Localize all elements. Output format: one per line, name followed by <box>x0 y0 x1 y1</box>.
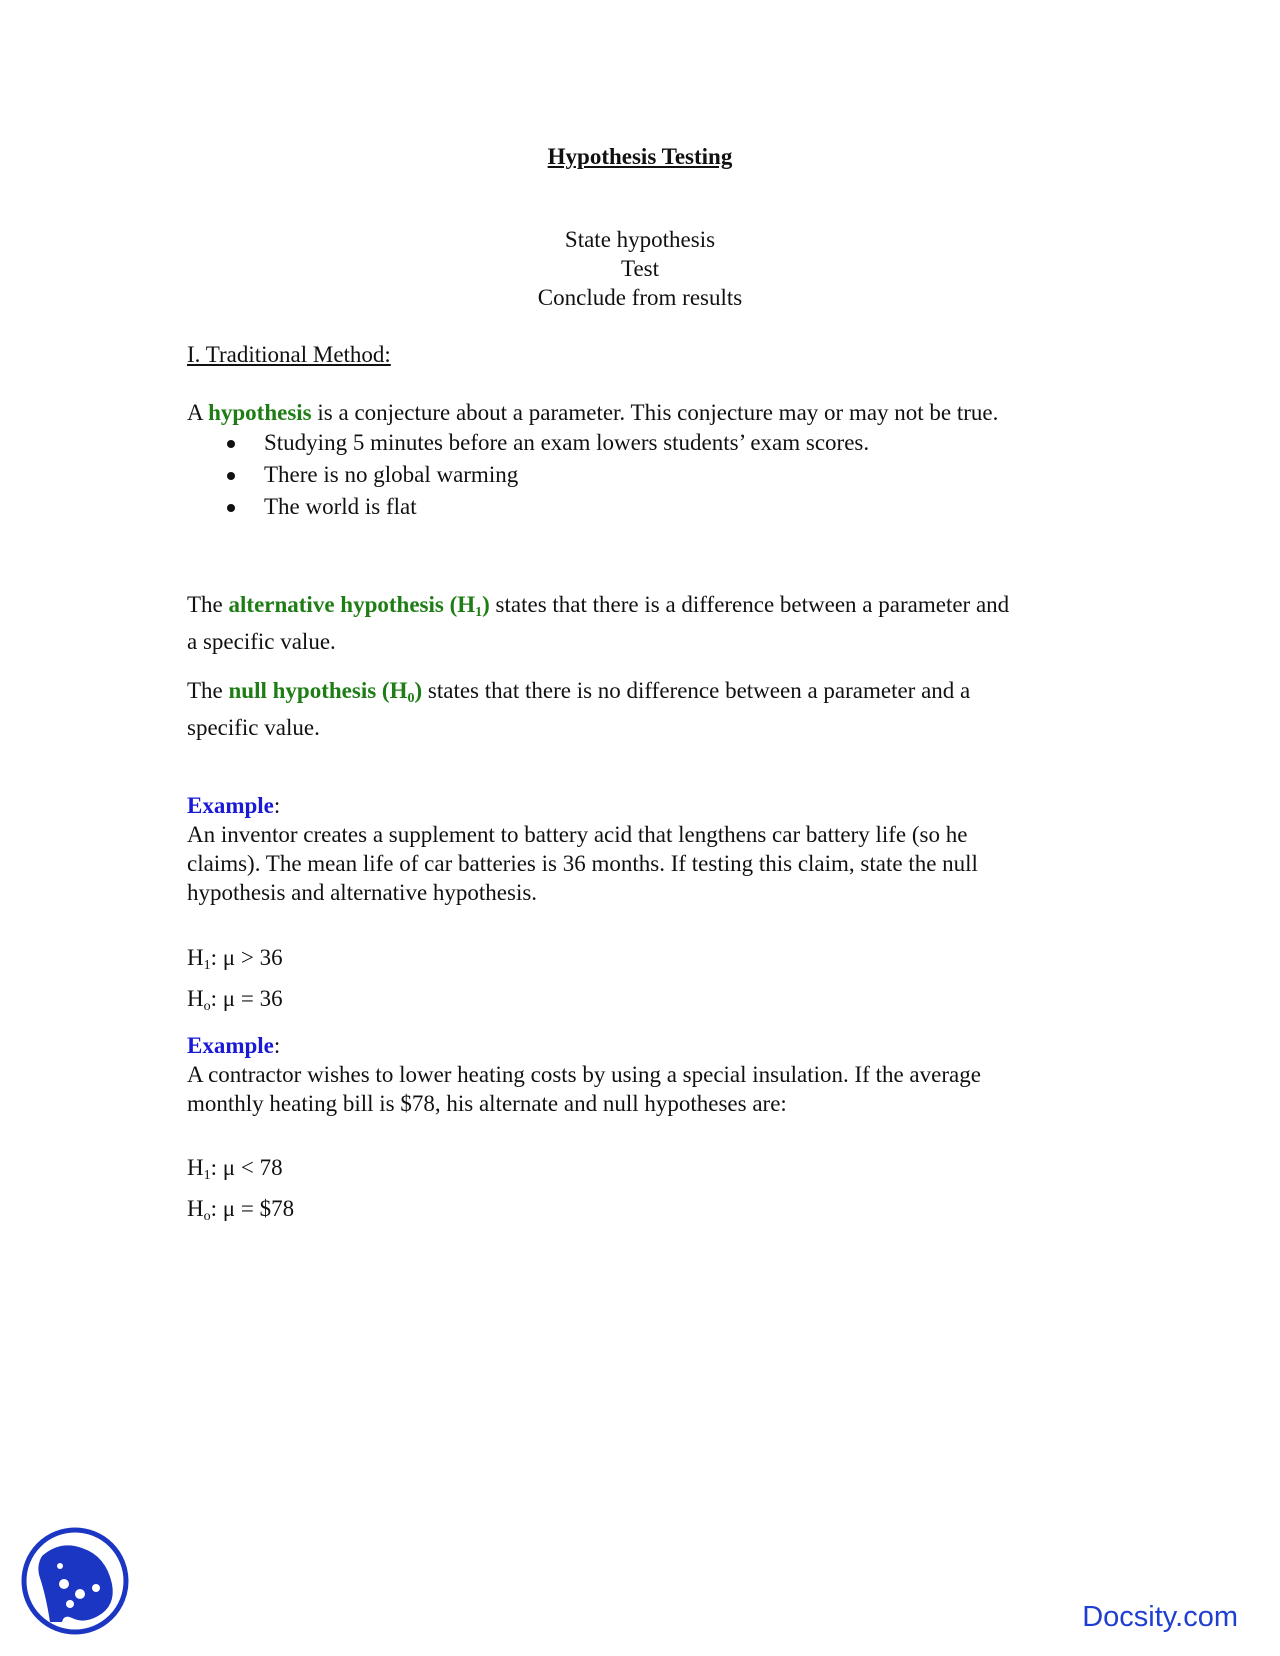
intro-paragraph <box>187 398 1097 427</box>
bullet-text: There is no global warming <box>264 462 519 487</box>
term-null-hypothesis <box>228 678 423 706</box>
section-heading: I. Traditional Method: <box>187 342 391 367</box>
alt-prefix: The <box>187 592 229 617</box>
formula-symbol: H <box>187 986 204 1011</box>
null-term-close: ) <box>414 678 423 703</box>
example-text-line: A contractor wishes to lower heating costs by using a special insulation. If the average <box>187 1062 981 1087</box>
example-text-line: hypothesis and alternative hypothesis. <box>187 880 538 905</box>
intro-rest: is a conjecture about a parameter. This conjecture may or may not be true. <box>311 400 999 425</box>
bullet-text: The world is flat <box>264 494 417 519</box>
example-2 <box>187 1031 1097 1118</box>
example-colon: : <box>273 1033 281 1058</box>
docsity-logo-icon[interactable] <box>20 1526 130 1636</box>
example-label: Example <box>187 793 274 818</box>
formula-expression: : μ > 36 <box>210 945 283 970</box>
formula-subscript: o <box>203 999 211 1014</box>
bullet-icon <box>227 472 235 480</box>
term-alternative-hypothesis <box>228 592 490 620</box>
list-item <box>187 491 1097 523</box>
example-text-line: An inventor creates a supplement to battery acid that lengthens car battery life (so he <box>187 822 968 847</box>
alt-term-close: ) <box>482 592 490 617</box>
null-term-sub: 0 <box>407 691 415 706</box>
bullet-icon <box>227 440 235 448</box>
example-2-hypotheses <box>187 1151 1097 1233</box>
document-title-wrap <box>0 142 1280 171</box>
list-item <box>187 427 1097 459</box>
null-hypothesis-definition <box>187 676 1097 742</box>
intro-prefix: A <box>187 400 209 425</box>
list-item <box>187 459 1097 491</box>
alt-term-sub: 1 <box>475 605 483 620</box>
formula-symbol: H <box>187 1155 204 1180</box>
step-2: Test <box>621 256 659 281</box>
null-term: null hypothesis (H <box>228 678 408 703</box>
null-rest: states that there is no difference between a parameter and a <box>422 678 971 703</box>
formula-subscript: o <box>203 1209 211 1224</box>
formula-symbol: H <box>187 1196 204 1221</box>
formula-expression: : μ = $78 <box>210 1196 295 1221</box>
step-1: State hypothesis <box>564 227 716 252</box>
example-label: Example <box>187 1033 274 1058</box>
document-title: Hypothesis Testing <box>547 144 733 169</box>
term-hypothesis: hypothesis <box>208 400 312 425</box>
example-1 <box>187 791 1097 907</box>
null-formula <box>187 1192 1097 1233</box>
alt-term: alternative hypothesis (H <box>228 592 476 617</box>
bullet-icon <box>227 504 235 512</box>
alt-line2: a specific value. <box>187 629 336 654</box>
bullet-text: Studying 5 minutes before an exam lowers students’ exam scores. <box>264 430 870 455</box>
alternative-formula <box>187 1151 1097 1192</box>
alt-rest: states that there is a difference between a parameter and <box>489 592 1010 617</box>
null-formula <box>187 982 1097 1023</box>
formula-subscript: 1 <box>203 958 211 973</box>
section-heading-wrap <box>187 340 1097 369</box>
example-text-line: claims). The mean life of car batteries is 36 months. If testing this claim, state the null <box>187 851 978 876</box>
example-bullets <box>187 427 1097 523</box>
formula-symbol: H <box>187 945 204 970</box>
example-colon: : <box>273 793 281 818</box>
formula-expression: : μ < 78 <box>210 1155 283 1180</box>
alternative-hypothesis-definition <box>187 590 1097 656</box>
formula-expression: : μ = 36 <box>210 986 283 1011</box>
formula-subscript: 1 <box>203 1168 211 1183</box>
example-text-line: monthly heating bill is $78, his alternate and null hypotheses are: <box>187 1091 787 1116</box>
step-3: Conclude from results <box>537 285 743 310</box>
brand-link[interactable]: Docsity.com <box>1082 1601 1238 1633</box>
alternative-formula <box>187 941 1097 982</box>
null-line2: specific value. <box>187 715 320 740</box>
null-prefix: The <box>187 678 229 703</box>
example-1-hypotheses <box>187 941 1097 1023</box>
